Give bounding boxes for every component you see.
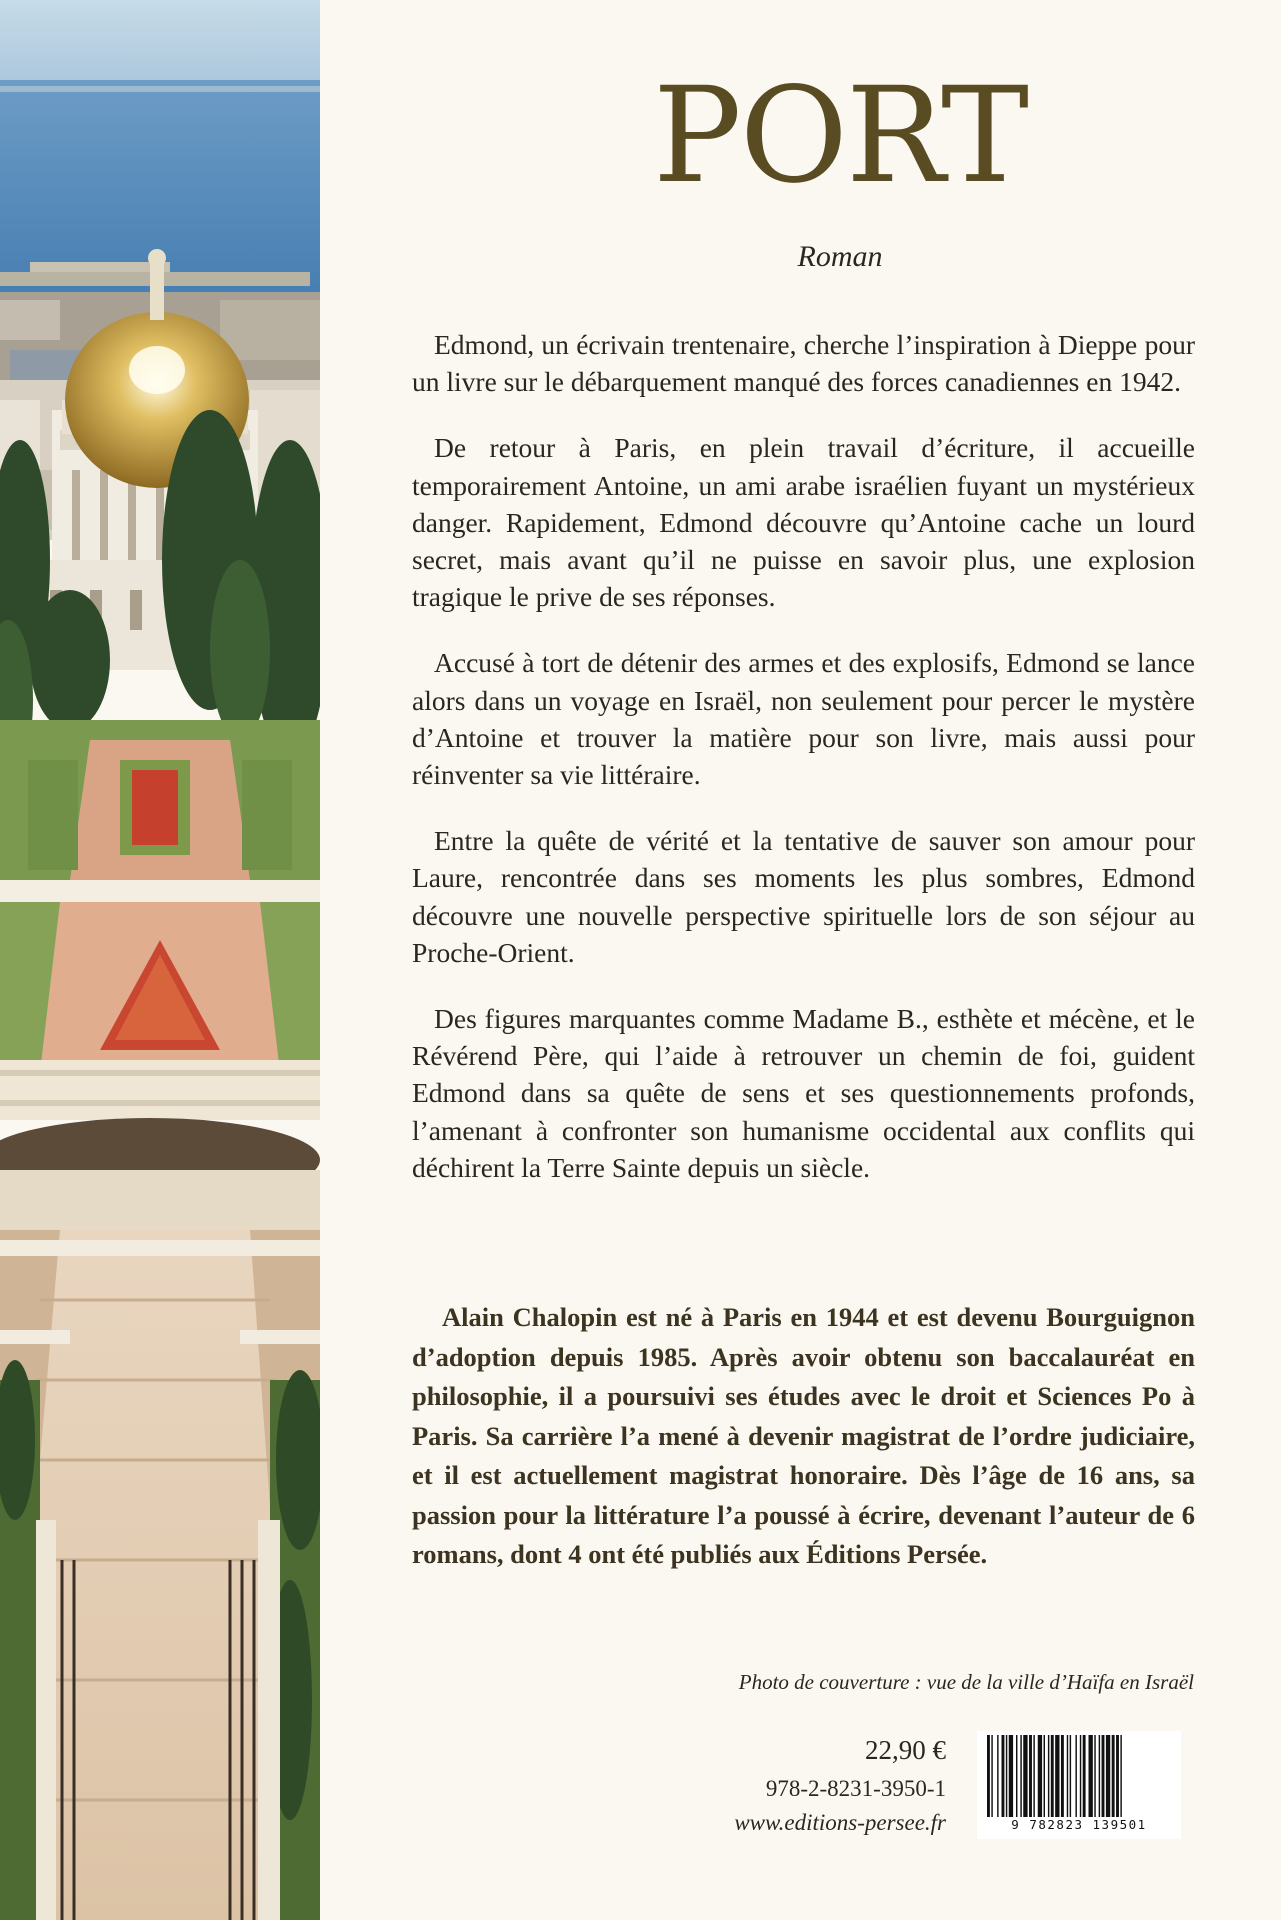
barcode-bar <box>1020 1735 1021 1819</box>
barcode-bar <box>987 1735 990 1819</box>
barcode-bar <box>1075 1735 1076 1819</box>
synopsis <box>412 326 1195 1215</box>
barcode-bar <box>1023 1735 1027 1819</box>
synopsis-paragraph: Des figures marquantes comme Madame B., esthète et mécène, et le Révérend Père, qui l’aide à retrouver un chemin de foi, guident Edmond dans sa quête de sens et ses questionnements profonds, l’amenant à confronter son humanisme occidental aux conflits qui déchirent la Terre Sainte depuis un siècle. <box>412 1003 1195 1183</box>
barcode-bar <box>1112 1735 1115 1819</box>
barcode-bar <box>1106 1735 1110 1819</box>
barcode-number: 9 782823 139501 <box>977 1817 1181 1832</box>
barcode-bar <box>997 1735 998 1819</box>
barcode-bar <box>1009 1735 1013 1819</box>
barcode-bar <box>1002 1735 1005 1819</box>
barcode-bar <box>1038 1735 1042 1819</box>
book-title: PORT <box>652 59 1028 213</box>
synopsis-paragraph: Accusé à tort de détenir des armes et des explosifs, Edmond se lance alors dans un voyage en Israël, non seulement pour percer le mystère d’Antoine et trouver la matière pour son livre, mais aussi pour réinventer sa vie littéraire. <box>412 647 1195 791</box>
barcode-bar <box>1033 1735 1034 1819</box>
price: 22,90 € <box>865 1735 946 1765</box>
barcode-bar <box>991 1735 992 1819</box>
barcode-bar <box>1120 1735 1121 1819</box>
synopsis-paragraph: Edmond, un écrivain trentenaire, cherche l’inspiration à Dieppe pour un livre sur le débarquement manqué des forces canadiennes en 1942. <box>412 329 1195 398</box>
barcode-bar <box>1048 1735 1049 1819</box>
barcode-bar <box>1083 1735 1086 1819</box>
barcode-bar <box>1051 1735 1054 1819</box>
barcode-bar <box>1102 1735 1105 1819</box>
barcode-bar <box>1099 1735 1100 1819</box>
author-biography: Alain Chalopin est né à Paris en 1944 et est devenu Bourguignon d’adoption depuis 1985. Après avoir obtenu son baccalauréat en philosophie, il a poursuivi ses études avec le droit et Sciences Po à Paris. Sa carrière l’a mené à devenir magistrat de l’ordre judiciaire, et il est actuellement magistrat honoraire. Dès l’âge de 16 ans, sa passion pour la littérature l’a poussé à écrire, devenant l’auteur de 6 romans, dont 4 ont été publiés aux Éditions Persée. <box>412 1302 1195 1569</box>
barcode-bar <box>1061 1735 1064 1819</box>
cover-photo-haifa-gardens <box>0 0 320 1920</box>
barcode-bar <box>1080 1735 1081 1819</box>
isbn: 978-2-8231-3950-1 <box>765 1776 946 1801</box>
barcode-bar <box>1055 1735 1059 1819</box>
barcode-bar <box>1044 1735 1045 1819</box>
barcode-bar <box>1029 1735 1032 1819</box>
barcode-bar <box>1016 1735 1017 1819</box>
barcode-bar <box>1094 1735 1095 1819</box>
barcode-bar <box>1116 1735 1119 1819</box>
synopsis-paragraph: De retour à Paris, en plein travail d’écriture, il accueille temporairement Antoine, un ami arabe israélien fuyant un mystérieux danger. Rapidement, Edmond découvre qu’Antoine cache un lourd secret, mais avant qu’il ne puisse en savoir plus, une explosion tragique le prive de ses réponses. <box>412 432 1195 613</box>
publisher-website: www.editions-persee.fr <box>734 1810 946 1835</box>
synopsis-paragraph: Entre la quête de vérité et la tentative de sauver son amour pour Laure, rencontrée dans ses moments les plus sombres, Edmond découvre une nouvelle perspective spirituelle lors de son séjour au Proche-Orient. <box>412 825 1195 968</box>
photo-credit: Photo de couverture : vue de la ville d’Haïfa en Israël <box>738 1670 1194 1694</box>
barcode-bar <box>1070 1735 1071 1819</box>
barcode-bar <box>1006 1735 1007 1819</box>
barcode-bar <box>1089 1735 1093 1819</box>
barcode-bar <box>1067 1735 1068 1819</box>
book-genre-subtitle: Roman <box>797 240 883 273</box>
